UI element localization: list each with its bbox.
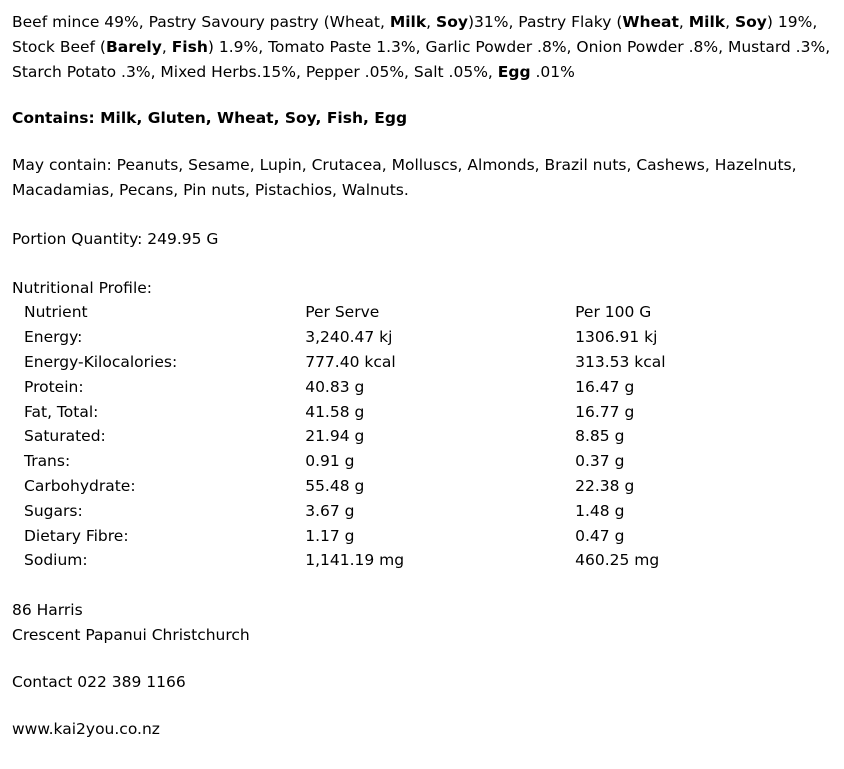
table-cell: 55.48 g (305, 476, 365, 495)
spacer (12, 131, 832, 153)
ingredients-paragraph (12, 10, 832, 84)
table-row (12, 325, 772, 350)
table-row (12, 548, 772, 573)
ingredient-text: )31%, Pastry Flaky ( (467, 13, 623, 31)
table-cell: 1.48 g (575, 501, 625, 520)
table-cell: 21.94 g (305, 427, 365, 446)
allergen-emphasis: Fish (171, 37, 208, 56)
spacer (12, 84, 832, 106)
table-column-header: Per 100 G (575, 303, 652, 322)
table-cell: 1.17 g (305, 526, 355, 545)
table-cell: Energy: (24, 328, 83, 347)
spacer (12, 252, 832, 276)
table-cell: 0.37 g (575, 452, 625, 471)
table-row (12, 449, 772, 474)
ingredient-text: ) 1.9%, Tomato Paste 1.3%, Garlic Powder .8%, Onion Powder .8%, Mustard .3%, Starch Potato .3%, Mixed Herbs.15%, Pepper .05%, Salt .05%, (12, 37, 831, 81)
spacer (12, 695, 832, 717)
table-header-row (12, 300, 772, 325)
table-cell: 41.58 g (305, 402, 365, 421)
table-cell: Fat, Total: (24, 402, 99, 421)
contains-statement: Contains: Milk, Gluten, Wheat, Soy, Fish, Egg (12, 109, 408, 128)
ingredient-text: , (426, 13, 437, 31)
may-contain-statement: May contain: Peanuts, Sesame, Lupin, Crutacea, Molluscs, Almonds, Brazil nuts, Cashews, Hazelnuts, Macadamias, Pecans, Pin nuts, Pistachios, Walnuts. (12, 156, 797, 199)
table-cell: 16.77 g (575, 402, 635, 421)
spacer (12, 648, 832, 670)
table-row (12, 375, 772, 400)
allergen-emphasis: Soy (734, 13, 767, 31)
table-cell: 8.85 g (575, 427, 625, 446)
spacer (12, 573, 832, 598)
table-cell: Sodium: (24, 551, 88, 570)
allergen-emphasis: Milk (389, 13, 427, 31)
table-row (12, 400, 772, 425)
spacer (12, 203, 832, 227)
table-cell: 40.83 g (305, 377, 365, 396)
nutrition-table (12, 300, 772, 573)
address-line-2: Crescent Papanui Christchurch (12, 625, 250, 644)
table-cell: Carbohydrate: (24, 476, 136, 495)
allergen-emphasis: Egg (497, 62, 531, 81)
allergen-emphasis: Wheat (622, 13, 679, 31)
table-cell: 3.67 g (305, 501, 355, 520)
table-row (12, 350, 772, 375)
allergen-emphasis: Milk (688, 13, 726, 31)
table-cell: 0.91 g (305, 452, 355, 471)
table-column-header: Nutrient (24, 303, 88, 322)
portion-quantity: Portion Quantity: 249.95 G (12, 229, 219, 248)
table-cell: 313.53 kcal (575, 352, 666, 371)
table-cell: Dietary Fibre: (24, 526, 129, 545)
table-cell: 1,141.19 mg (305, 551, 405, 570)
table-cell: 3,240.47 kj (305, 328, 393, 347)
table-cell: 1306.91 kj (575, 328, 658, 347)
table-cell: Protein: (24, 377, 84, 396)
table-row (12, 424, 772, 449)
ingredient-text: Beef mince 49%, Pastry Savoury pastry (Wheat, (12, 13, 390, 31)
ingredient-text: , (678, 13, 689, 31)
website-url: www.kai2you.co.nz (12, 719, 160, 738)
ingredient-text: .01% (530, 62, 575, 81)
ingredient-text: , (161, 37, 172, 56)
table-cell: 16.47 g (575, 377, 635, 396)
contact-phone: Contact 022 389 1166 (12, 672, 186, 691)
table-cell: Saturated: (24, 427, 106, 446)
allergen-emphasis: Soy (436, 13, 468, 31)
table-cell: 777.40 kcal (305, 352, 396, 371)
allergen-emphasis: Barely (105, 37, 162, 56)
address-line-1: 86 Harris (12, 601, 83, 620)
ingredient-text: , (725, 13, 735, 31)
nutritional-profile-title: Nutritional Profile: (12, 278, 153, 297)
table-cell: Energy-Kilocalories: (24, 352, 178, 371)
table-cell: Trans: (24, 452, 71, 471)
table-row (12, 499, 772, 524)
table-cell: Sugars: (24, 501, 83, 520)
table-cell: 460.25 mg (575, 551, 660, 570)
ingredient-text: ) 19%, Stock Beef ( (12, 13, 818, 56)
table-column-header: Per Serve (305, 303, 380, 322)
table-cell: 0.47 g (575, 526, 625, 545)
table-row (12, 474, 772, 499)
table-row (12, 524, 772, 549)
table-cell: 22.38 g (575, 476, 635, 495)
